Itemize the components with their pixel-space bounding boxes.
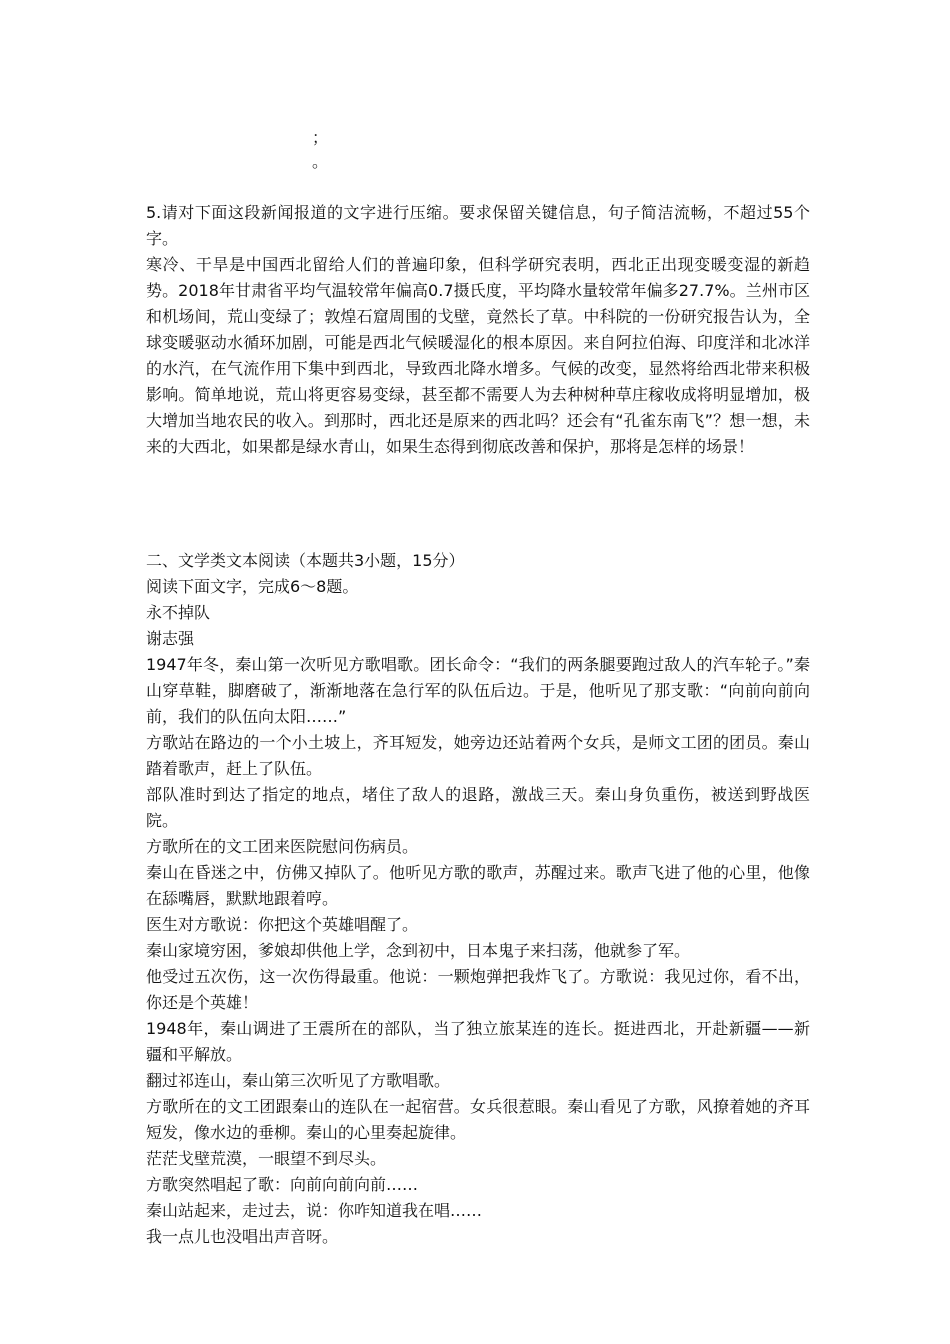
fragment-period: 。 xyxy=(312,152,329,171)
story-author: 谢志强 xyxy=(146,629,195,648)
story-paragraph: 方歌所在的文工团跟秦山的连队在一起宿营。女兵很惹眼。秦山看见了方歌，风撩着她的齐耳短发，像水边的垂柳。秦山的心里奏起旋律。 xyxy=(146,1097,810,1142)
story-paragraph: 方歌所在的文工团来医院慰问伤病员。 xyxy=(146,837,419,856)
question-5-block xyxy=(146,200,810,460)
story-paragraph: 翻过祁连山，秦山第三次听见了方歌唱歌。 xyxy=(146,1071,451,1090)
question-5-passage: 寒冷、干旱是中国西北留给人们的普遍印象，但科学研究表明，西北正出现变暖变湿的新趋势。2018年甘肃省平均气温较常年偏高0.7摄氏度，平均降水量较常年偏多27.7%。兰州市区和机场间，荒山变绿了；敦煌石窟周围的戈壁，竟然长了草。中科院的一份研究报告认为，全球变暖驱动水循环加剧，可能是西北气候暖湿化的根本原因。来自阿拉伯海、印度洋和北冰洋的水汽，在气流作用下集中到西北，导致西北降水增多。气候的改变，显然将给西北带来积极影响。简单地说，荒山将更容易变绿，甚至都不需要人为去种树种草庄稼收成将明显增加，极大增加当地农民的收入。到那时，西北还是原来的西北吗？还会有“孔雀东南飞”？想一想，未来的大西北，如果都是绿水青山，如果生态得到彻底改善和保护，那将是怎样的场景！ xyxy=(146,255,810,456)
story-paragraph: 1948年，秦山调进了王震所在的部队，当了独立旅某连的连长。挺进西北，开赴新疆——新疆和平解放。 xyxy=(146,1019,810,1064)
story-paragraph: 部队准时到达了指定的地点，堵住了敌人的退路，激战三天。秦山身负重伤，被送到野战医院。 xyxy=(146,785,810,830)
fragment-semicolon: ； xyxy=(312,128,329,147)
story-title: 永不掉队 xyxy=(146,603,211,622)
story-paragraph: 秦山站起来，走过去，说：你咋知道我在唱…… xyxy=(146,1201,483,1220)
story-paragraph: 茫茫戈壁荒漠，一眼望不到尽头。 xyxy=(146,1149,387,1168)
story-paragraph: 方歌突然唱起了歌：向前向前向前…… xyxy=(146,1175,419,1194)
story-paragraph: 1947年冬，秦山第一次听见方歌唱歌。团长命令：“我们的两条腿要跑过敌人的汽车轮子。”秦山穿草鞋，脚磨破了，渐渐地落在急行军的队伍后边。于是，他听见了那支歌：“向前向前向前，我们的队伍向太阳……” xyxy=(146,655,810,726)
story-paragraph: 我一点儿也没唱出声音呀。 xyxy=(146,1227,339,1246)
story-paragraph: 秦山家境穷困，爹娘却供他上学，念到初中，日本鬼子来扫荡，他就参了军。 xyxy=(146,941,691,960)
section-2-block xyxy=(146,548,810,1250)
section-heading: 二、文学类文本阅读（本题共3小题，15分） xyxy=(146,551,465,570)
story-paragraph: 秦山在昏迷之中，仿佛又掉队了。他听见方歌的歌声，苏醒过来。歌声飞进了他的心里，他像在舔嘴唇，默默地跟着哼。 xyxy=(146,863,810,908)
story-paragraph: 他受过五次伤，这一次伤得最重。他说：一颗炮弹把我炸飞了。方歌说：我见过你，看不出，你还是个英雄！ xyxy=(146,967,810,1012)
section-instruction: 阅读下面文字，完成6～8题。 xyxy=(146,577,359,596)
question-5-prompt: 5.请对下面这段新闻报道的文字进行压缩。要求保留关键信息，句子简洁流畅，不超过55个字。 xyxy=(146,203,810,248)
story-paragraph: 方歌站在路边的一个小土坡上，齐耳短发，她旁边还站着两个女兵，是师文工团的团员。秦山踏着歌声，赶上了队伍。 xyxy=(146,733,810,778)
story-paragraph: 医生对方歌说：你把这个英雄唱醒了。 xyxy=(146,915,419,934)
